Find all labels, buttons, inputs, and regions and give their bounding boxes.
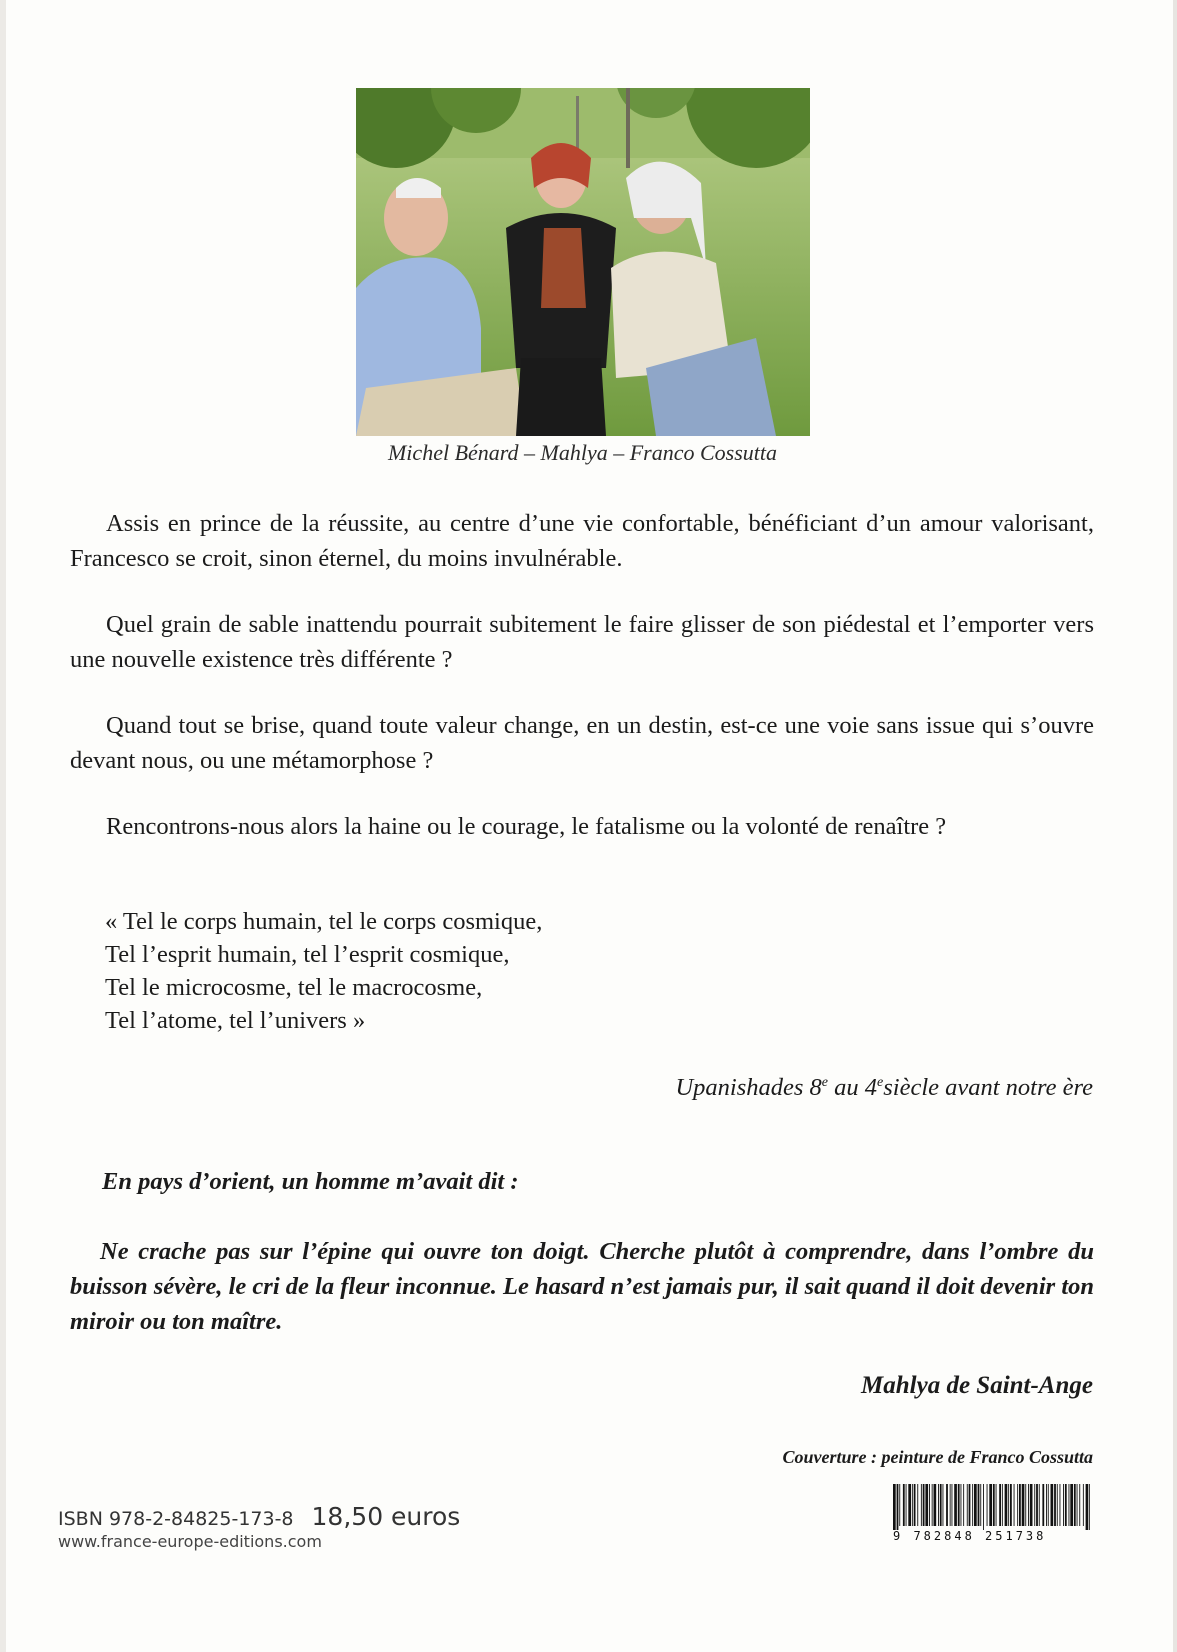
author-photo (356, 88, 810, 436)
poem-quote (105, 905, 542, 1037)
barcode-bar (923, 1484, 925, 1526)
barcode-bar (961, 1484, 962, 1526)
barcode-bar (969, 1484, 971, 1526)
barcode-bar (1039, 1484, 1040, 1526)
barcode-bar (1060, 1484, 1061, 1526)
barcode-bar (1074, 1484, 1076, 1526)
barcode-bar (1065, 1484, 1067, 1526)
barcode-bar (906, 1484, 907, 1526)
poem-line: Tel l’atome, tel l’univers » (105, 1007, 366, 1034)
paragraph-2: Quel grain de sable inattendu pourrait subitement le faire glisser de son piédestal et l’emporter vers une nouvelle existence très différente ? (70, 611, 1094, 673)
barcode-bar (1034, 1484, 1035, 1526)
barcode-bar (1069, 1484, 1070, 1526)
barcode-bar (1070, 1484, 1073, 1526)
barcode-bar (938, 1484, 939, 1526)
source-text: au 4 (828, 1074, 878, 1101)
cover-credit: Couverture : peinture de Franco Cossutta (782, 1447, 1093, 1467)
isbn-line (58, 1502, 460, 1531)
barcode-bar (963, 1484, 964, 1526)
barcode-bar (1086, 1484, 1089, 1530)
source-superscript: e (821, 1074, 829, 1090)
source-text: siècle avant notre ère (883, 1074, 1093, 1101)
author-signature: Mahlya de Saint-Ange (861, 1372, 1093, 1399)
barcode-bar (1022, 1484, 1025, 1526)
page-edge-right (1173, 0, 1177, 1652)
proverb-text: Ne crache pas sur l’épine qui ouvre ton doigt. Cherche plutôt à comprendre, dans l’ombre du buisson sévère, le cri de la fleur inconnue. Le hasard n’est jamais pur, il sait quand il doit devenir ton miroir ou ton maître. (70, 1238, 1094, 1335)
barcode-bar (952, 1484, 953, 1526)
barcode-bar (921, 1484, 922, 1526)
source-text: Upanishades 8 (675, 1074, 822, 1101)
photo-caption: Michel Bénard – Mahlya – Franco Cossutta (387, 440, 778, 465)
barcode-bar (1051, 1484, 1054, 1526)
page-edge-left (0, 0, 6, 1652)
orient-intro: En pays d’orient, un homme m’avait dit : (102, 1168, 519, 1195)
barcode-bar (1005, 1484, 1008, 1526)
barcode-bar (1017, 1484, 1018, 1526)
barcode-bar (974, 1484, 977, 1526)
barcode-bar (989, 1484, 992, 1526)
barcode-bar (1083, 1484, 1084, 1526)
barcode-bar (954, 1484, 957, 1526)
barcode-bar (967, 1484, 968, 1526)
barcode-bar (1089, 1484, 1090, 1530)
barcode-bar (987, 1484, 988, 1526)
barcode-bar (1030, 1484, 1033, 1526)
poem-line: Tel le microcosme, tel le macrocosme, (105, 974, 483, 1001)
barcode-bar (1008, 1484, 1009, 1526)
barcode-bar (1077, 1484, 1078, 1526)
poem-line: Tel l’esprit humain, tel l’esprit cosmique, (105, 941, 510, 968)
barcode-bar (1002, 1484, 1003, 1526)
publisher-website: www.france-europe-editions.com (58, 1532, 322, 1551)
barcode-bar (983, 1484, 984, 1530)
paragraph-4: Rencontrons-nous alors la haine ou le courage, le fatalisme ou la volonté de renaître ? (106, 813, 947, 840)
barcode-bar (893, 1484, 896, 1530)
barcode-bar (999, 1484, 1001, 1526)
barcode-bar (1014, 1484, 1015, 1526)
barcode-bar (972, 1484, 973, 1526)
paragraph-3: Quand tout se brise, quand toute valeur change, en un destin, est-ce une voie sans issue qui s’ouvre devant nous, ou une métamorphose ? (70, 712, 1094, 774)
barcode-bar (925, 1484, 928, 1526)
barcode-bar (1019, 1484, 1021, 1526)
barcode-bar (899, 1484, 900, 1526)
barcode-bar (1057, 1484, 1058, 1526)
barcode-bar (958, 1484, 960, 1526)
barcode-bar (940, 1484, 942, 1526)
barcode-bar (917, 1484, 918, 1526)
barcode-digits: 9 782848 251738 (893, 1529, 1047, 1543)
barcode-bar (1079, 1484, 1080, 1526)
barcode-bar (1054, 1484, 1056, 1526)
barcode-bar (1042, 1484, 1044, 1526)
quote-source (675, 1074, 1093, 1102)
barcode-bar (1063, 1484, 1064, 1526)
photo-illustration (356, 88, 810, 436)
barcode-bar (914, 1484, 916, 1526)
barcode-bar (1010, 1484, 1012, 1526)
barcode-bar (897, 1484, 899, 1530)
barcode-bar (1025, 1484, 1026, 1526)
price: 18,50 euros (311, 1502, 461, 1531)
source-superscript: e (877, 1074, 884, 1090)
barcode-bar (912, 1484, 913, 1526)
isbn-number: ISBN 978-2-84825-173-8 (58, 1508, 294, 1530)
barcode-bar (1028, 1484, 1029, 1526)
barcode-bar (1036, 1484, 1038, 1526)
barcode-bar (980, 1484, 981, 1526)
barcode-bar (1046, 1484, 1047, 1526)
barcode-bar (993, 1484, 995, 1526)
barcode-bar (908, 1484, 911, 1526)
paragraph-1: Assis en prince de la réussite, au centre d’une vie confortable, bénéficiant d’un amour valorisant, Francesco se croit, sinon éternel, du moins invulnérable. (70, 510, 1094, 572)
poem-line: « Tel le corps humain, tel le corps cosmique, (105, 908, 543, 935)
barcode-bar (1048, 1484, 1049, 1526)
barcode-bars (893, 1484, 1090, 1530)
barcode-bar (934, 1484, 937, 1526)
barcode-bar (943, 1484, 944, 1526)
barcode-bar (929, 1484, 930, 1526)
barcode-bar (996, 1484, 997, 1526)
barcode-bar (903, 1484, 905, 1526)
barcode-bar (932, 1484, 933, 1526)
barcode-bar (946, 1484, 948, 1526)
barcode-bar (978, 1484, 980, 1526)
barcode-bar (950, 1484, 951, 1526)
